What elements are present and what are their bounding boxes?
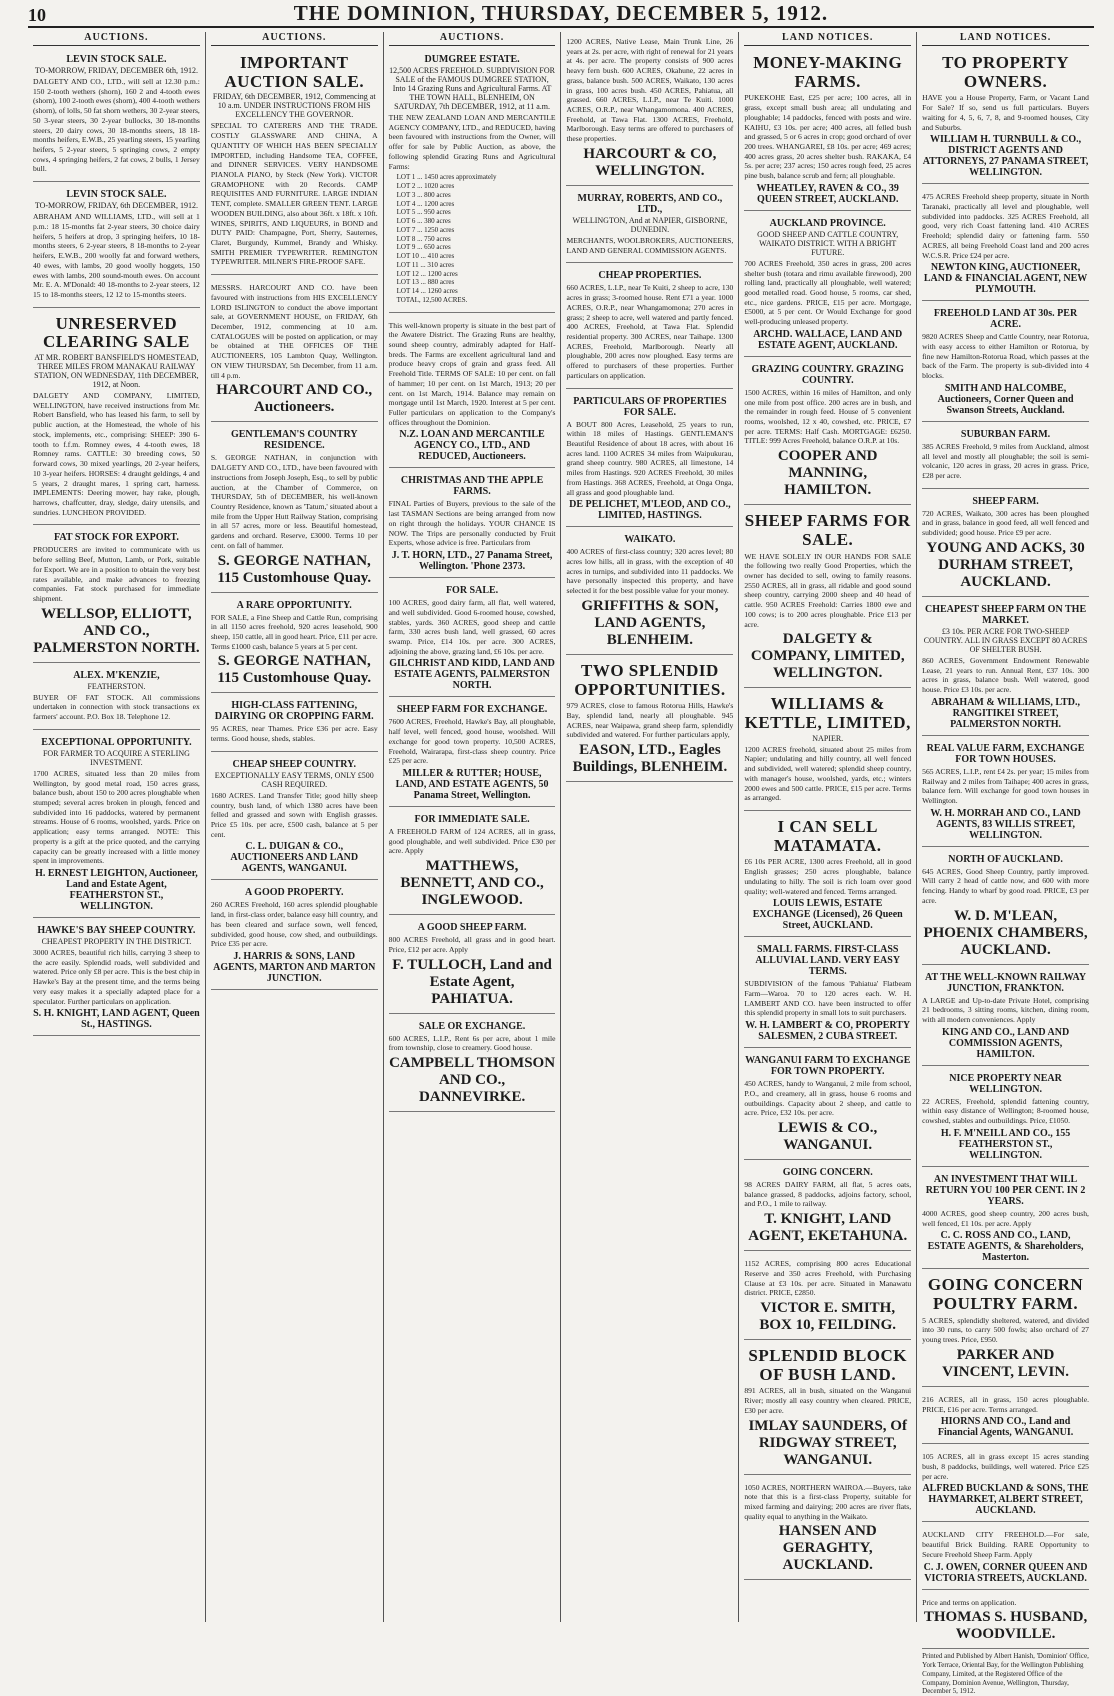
advertisement: [566, 658, 733, 782]
advertiser-signature: SMITH AND HALCOMBE, Auctioneers, Corner Queen and Swanson Streets, Auckland.: [937, 382, 1074, 416]
ad-body: 800 ACRES Freehold, all grass and in good heart. Price, £12 per acre. Apply: [388, 935, 556, 954]
ad-title: DUMGREE ESTATE.: [424, 54, 520, 65]
ad-body: 400 ACRES of first-class country; 320 acres level; 80 acres low hills, all in grass, with the exception of 40 acres in turnips, and subdivided into 11 paddocks. We have personally inspected this property, and have selected it for the best possible value for your money.: [566, 547, 734, 596]
advertisement: [389, 810, 556, 915]
column-5: [739, 32, 917, 1622]
ad-body: FINAL Parties of Buyers, previous to the sale of the last TASMAN Sections are being arranged from now on right through the holidays. YOUR CHANCE IS NOW. The Trips are personally conducted by Fruit Experts, whose advice is free. Particulars from: [388, 499, 556, 548]
advertiser-signature: NEWTON KING, AUCTIONEER, LAND & FINANCIAL AGENT, NEW PLYMOUTH.: [923, 262, 1088, 296]
advertiser-signature: CAMPBELL THOMSON AND CO., DANNEVIRKE.: [389, 1055, 556, 1105]
ad-body: 1200 ACRES, Native Lease, Main Trunk Line, 26 years at 2s. per acre, with right of renewal for 21 years at 4s. per acre. The property consists of 900 acres heavy fern bush. 600 ACRES, Okahune, 22 acres in grass, balance bush. 500 ACRES, Waikato, 130 acres in grass, 100 acres bush. 450 ACRES, Pahiatua, all grassed. 660 ACRES, L.I.P., near Te Kuiti. 1000 ACRES, O.R.P., near Whangamomona. 400 ACRES, Freehold, at Tawa Flat. 1300 ACRES, Freehold, Marlborough. Easy terms are offered to purchasers of these properties.: [566, 37, 734, 144]
ad-body: 1050 ACRES, NORTHERN WAIROA.—Buyers, take note that this is a first-class Property, suitable for mixed farming and dairying; 200 acres are river flats, quality equal to anything in the Waikato.: [744, 1482, 912, 1521]
advertiser-signature: ARCHD. WALLACE, LAND AND ESTATE AGENT, AUCKLAND.: [753, 328, 903, 351]
advertisement: [922, 50, 1089, 184]
advertiser-signature: WILLIAM H. TURNBULL & CO., DISTRICT AGENTS AND ATTORNEYS, 27 PANAMA STREET, WELLINGTON.: [922, 134, 1089, 179]
ad-title: SALE OR EXCHANGE.: [418, 1020, 526, 1032]
advertiser-signature: COOPER AND MANNING, HAMILTON.: [777, 448, 878, 499]
ad-body: PUKEKOHE East, £25 per acre; 100 acres, all in grass, except small bush area; all undulating and ploughable; 14 paddocks, fenced with posts and wire. KAIHU, £3 10s. per acre; 400 acres, all felled bush and grassed, 5 or 6 acres in crop; good orchard of over 200 trees. WHANGAREI, £8 10s. per acre; 469 acres; 400 acres grass, 20 acres shelter bush. RAKAKA, £4 5s. per acre; 237 acres; 150 acres rough feed, 25 acres pine bush, balance scrub and fern; all ploughable.: [744, 93, 912, 181]
ad-title: CHEAPEST SHEEP FARM ON THE MARKET.: [924, 603, 1087, 626]
ad-title: CHRISTMAS AND THE APPLE FARMS.: [400, 475, 544, 498]
ad-title: EXCEPTIONAL OPPORTUNITY.: [41, 736, 192, 748]
advertisement: [566, 266, 733, 388]
ad-body: 385 ACRES Freehold, 9 miles from Auckland, almost all level and mostly all ploughable; the soil is semi-volcanic, 120 acres in grass, 20 acres in grass. Price, £28 per acre.: [922, 441, 1089, 481]
advertisement: [744, 1163, 911, 1251]
ad-title: LEVIN STOCK SALE.: [66, 189, 167, 201]
ad-body: 645 ACRES, Good Sheep Country, partly improved. Will carry 2 head of cattle now, and 600 with more fencing. Handy to wharf by good road. PRICE, £3 per acre.: [922, 866, 1089, 905]
ad-title: A RARE OPPORTUNITY.: [236, 599, 352, 611]
advertisement: [744, 814, 911, 937]
ad-title: GENTLEMAN'S COUNTRY RESIDENCE.: [230, 429, 358, 452]
advertiser-signature: THOMAS S. HUSBAND, WOODVILLE.: [923, 1609, 1088, 1643]
ad-subtitle: £3 10s. PER ACRE FOR TWO-SHEEP COUNTRY. ALL IN GRASS EXCEPT 80 ACRES OF SHELTER BUSH.: [923, 626, 1088, 654]
column-1: [28, 32, 206, 1622]
ad-subtitle: GOOD SHEEP AND CATTLE COUNTRY, WAIKATO DISTRICT. WITH A BRIGHT FUTURE.: [757, 229, 899, 257]
advertiser-signature: ALFRED BUCKLAND & SONS, THE HAYMARKET, ALBERT STREET, AUCKLAND.: [922, 1483, 1089, 1517]
advertiser-signature: T. KNIGHT, LAND AGENT, EKETAHUNA.: [748, 1211, 908, 1245]
ad-title: SHEEP FARM FOR EXCHANGE.: [396, 704, 548, 716]
column-4: [561, 32, 739, 1622]
lot-item: LOT 7 ... 1250 acres: [396, 225, 455, 234]
advertisement: [744, 1343, 911, 1475]
advertiser-signature: S. H. KNIGHT, LAND AGENT, Queen St., HASTINGS.: [33, 1008, 200, 1031]
advertiser-signature: WELLSOP, ELLIOTT, AND CO., PALMERSTON NORTH.: [33, 605, 200, 656]
ad-title: TWO SPLENDID OPPORTUNITIES.: [574, 660, 726, 699]
publisher-imprint: Printed and Published by Albert Hanish, 'Dominion' Office, York Terrace, Oriental Bay, for the Wellington Publishing Company, Limited, at the Registered Office of the Company, Dominion Avenue, Wellington, Thursday, December 5, 1912.: [922, 1652, 1089, 1696]
advertisement: [744, 1478, 911, 1581]
ad-title: AT THE WELL-KNOWN RAILWAY JUNCTION, FRANKTON.: [925, 971, 1087, 994]
ad-title: HIGH-CLASS FATTENING, DAIRYING OR CROPPING FARM.: [214, 700, 374, 723]
advertisement: [744, 508, 911, 688]
ad-title: SPLENDID BLOCK OF BUSH LAND.: [748, 1346, 908, 1384]
advertisement: [922, 1272, 1089, 1387]
ad-title: GOING CONCERN.: [782, 1167, 873, 1178]
advertisement: [33, 921, 200, 1036]
ad-body: 1680 ACRES. Land Transfer Title; good hilly sheep country, bush land, of which 1380 acres have been felled and grassed and sown with English grasses. Price £5 10s. per acre, £500 cash, balance at 5 per cent.: [210, 790, 378, 839]
ad-title: MURRAY, ROBERTS, AND CO., LTD.,: [577, 192, 723, 215]
columns-container: [28, 32, 1094, 1696]
advertiser-signature: KING AND CO., LAND AND COMMISSION AGENTS, HAMILTON.: [941, 1026, 1070, 1060]
ad-body: 105 ACRES, all in grass except 15 acres standing bush, 8 paddocks, buildings, well watered. Price £25 per acre.: [922, 1452, 1089, 1481]
advertisement: [211, 425, 378, 592]
ad-title: LEVIN STOCK SALE.: [66, 54, 167, 65]
ad-body: PRODUCERS are invited to communicate with us before selling Beef, Mutton, Lamb, or Pork, suitable for Export. We are in a position to obtain the very best rates available, and make advances to freezing companies. Fat stock purchased for immediate shipment.: [33, 545, 200, 603]
ad-body: MERCHANTS, WOOLBROKERS, AUCTIONEERS, LAND AND GENERAL COMMISSION AGENTS.: [566, 235, 734, 255]
lot-item: LOT 9 ... 650 acres: [396, 243, 451, 252]
advertiser-signature: MATTHEWS, BENNETT, AND CO., INGLEWOOD.: [400, 858, 544, 909]
ad-body: 475 ACRES Freehold sheep property, situate in North Taranaki, practically all level and ploughable, well subdivided into paddocks. 325 ACRES Freehold, all good, very rich Coast fattening land. 410 ACRES Freehold; splendid dairy or fattening farm. 550 ACRES, all being Freehold Coast land and 200 acres W.C.S.R. Price £24 per acre.: [922, 192, 1089, 260]
ad-title: PARTICULARS OF PROPERTIES FOR SALE.: [573, 395, 727, 418]
ad-body: 720 ACRES, Waikato, 300 acres has been ploughed and in grass, balance in good feed, all well fenced and subdivided; good house. Price £9 per acre.: [922, 508, 1089, 538]
advertisement: [922, 1447, 1089, 1522]
advertisement: [744, 1051, 911, 1160]
ad-title: A GOOD PROPERTY.: [245, 887, 344, 899]
lot-item: LOT 2 ... 1020 acres: [396, 182, 455, 191]
advertisement: [922, 1593, 1089, 1650]
ad-title: UNRESERVED CLEARING SALE: [43, 313, 190, 352]
ad-body: 891 ACRES, all in bush, situated on the Wanganui River; mostly all easy country when cleared. PRICE, £30 per acre.: [744, 1386, 912, 1415]
ad-body: S. GEORGE NATHAN, in conjunction with DALGETY AND CO., LTD., have been favoured with instructions from Joseph Joseph, Esq., to sell by public auction, at the Chamber of Commerce, on THURSDAY, 5th of DECEMBER, his well-known Country Residence, known as 'Tatum,' situated about a mile from the Upper Hutt Railway Station, comprising in all 57 acres, more or less. Beautiful homestead, gardens and orchard. Reserve, £3000. Terms 10 per cent. on fall of hammer.: [210, 453, 378, 550]
advertiser-signature: ABRAHAM & WILLIAMS, LTD., RANGITIKEI STREET, PALMERSTON NORTH.: [931, 696, 1081, 730]
advertisement: [922, 1525, 1089, 1589]
advertiser-signature: J. T. HORN, LTD., 27 Panama Street, Wellington. 'Phone 2373.: [391, 550, 553, 573]
ad-body: SPECIAL TO CATERERS AND THE TRADE. COSTLY GLASSWARE AND CHINA, A QUANTITY OF WHICH HAS BEEN SPECIALLY IMPORTED, including Handsome TEA, COFFEE, and DINNER SERVICES. VERY HANDSOME PIANOLA PIANO, by Steck (New York). VICTOR GRAMOPHONE with 20 Records. CAMP REQUISITES AND FURNITURE. LARGE INDIAN TENT, complete. SMALLER GREEN TENT. LARGE WOODEN BUILDING, also about 36ft. x 18ft. x 10ft. WINES, SPIRITS, AND LIQUEURS, in BOND and DUTY PAID: Champagne, Port, Sherry, Sauternes, Claret, Burgundy, Kummel, Brandy and Whisky. SMITH PREMIER TYPEWRITER. REMINGTON TYPEWRITER. MILNER'S FIRE-PROOF SAFE.: [210, 121, 378, 267]
masthead: [28, 0, 1094, 28]
advertiser-signature: MILLER & RUTTER; HOUSE, LAND, AND ESTATE AGENTS, 50 Panama Street, Wellington.: [395, 767, 549, 801]
advertisement: [33, 666, 200, 730]
ad-title: A GOOD SHEEP FARM.: [417, 922, 527, 934]
ad-title: FREEHOLD LAND AT 30s. PER ACRE.: [933, 308, 1078, 331]
advertiser-signature: W. D. M'LEAN, PHOENIX CHAMBERS, AUCKLAND.: [923, 907, 1088, 958]
advertiser-signature: LEWIS & CO., WANGANUI.: [778, 1120, 878, 1153]
lot-item: LOT 13 ... 880 acres: [396, 278, 455, 287]
advertisement: [211, 50, 378, 275]
advertiser-signature: YOUNG AND ACKS, 30 DURHAM STREET, AUCKLAND.: [926, 539, 1085, 590]
ad-subtitle: CHEAPEST PROPERTY IN THE DISTRICT.: [41, 937, 192, 947]
column-heading: LAND NOTICES.: [922, 32, 1089, 46]
advertisement: [922, 1069, 1089, 1167]
ad-subtitle: WELLINGTON, And at NAPIER, GISBORNE, DUNEDIN.: [572, 215, 728, 234]
advertisement: [922, 600, 1089, 736]
advertisement: [922, 1170, 1089, 1269]
advertisement: [922, 968, 1089, 1066]
ad-subtitle: AT MR. ROBERT BANSFIELD'S HOMESTEAD, THREE MILES FROM MANAKAU RAILWAY STATION, ON WEDNESDAY, 11th DECEMBER, 1912, at Noon.: [34, 353, 199, 390]
advertisement: [744, 214, 911, 357]
advertisement: [211, 596, 378, 694]
lot-item: LOT 8 ... 750 acres: [396, 234, 451, 243]
ad-body: 1200 ACRES freehold, situated about 25 miles from Napier; undulating and hilly country, all well fenced and subdivided, well watered; splendid sheep country, with manager's house, woolshed, yards, etc.; winters 2000 ewes and 500 cattle. PRICE, £15 per acre. Terms as arranged.: [744, 744, 912, 803]
ad-title: SHEEP FARM.: [972, 495, 1039, 507]
advertisement: [566, 392, 733, 528]
advertisement: [389, 1017, 556, 1112]
advertiser-signature: EASON, LTD., Eagles Buildings, BLENHEIM.: [572, 742, 728, 776]
advertiser-signature: S. GEORGE NATHAN, 115 Customhouse Quay.: [217, 552, 372, 586]
advertisement: [744, 1254, 911, 1340]
advertisement: [211, 696, 378, 751]
ad-title: REAL VALUE FARM, EXCHANGE FOR TOWN HOUSES.: [926, 742, 1085, 765]
column-6: [917, 32, 1094, 1696]
advertisement: [389, 316, 556, 469]
advertiser-signature: W. H. LAMBERT & CO, PROPERTY SALESMEN, 2 CUBA STREET.: [745, 1020, 911, 1043]
advertisement: [211, 278, 378, 422]
advertiser-signature: C. J. OWEN, CORNER QUEEN AND VICTORIA STREETS, AUCKLAND.: [923, 1561, 1088, 1584]
advertisement: [389, 581, 556, 697]
advertiser-signature: N.Z. LOAN AND MERCANTILE AGENCY CO., LTD., AND REDUCED, Auctioneers.: [399, 429, 545, 463]
ad-body: 600 ACRES, L.I.P., Rent 6s per acre, about 1 mile from township, close to creamery. Good house.: [388, 1033, 556, 1053]
ad-title: CHEAP SHEEP COUNTRY.: [232, 758, 356, 770]
ad-body: FOR SALE, a Fine Sheep and Cattle Run, comprising in all 1150 acres freehold, 920 acres leasehold, 900 sheep, 150 cattle, all in good heart. Price, £11 per acre. Terms £1000 cash, balance 5 years at 5 per cent.: [210, 612, 378, 651]
lot-item: LOT 10 ... 410 acres: [396, 252, 455, 261]
column-heading: AUCTIONS.: [389, 32, 556, 46]
ad-body: A LARGE and Up-to-date Private Hotel, comprising 21 bedrooms, 3 sitting rooms, kitchen, dining room, with all modern conveniences. Apply: [922, 995, 1089, 1024]
ad-body: AUCKLAND CITY FREEHOLD.—For sale, beautiful Brick Building. RARE Opportunity to Secure Freehold Sheep Farm. Apply: [922, 1530, 1089, 1559]
lot-item: LOT 3 ... 800 acres: [396, 190, 451, 199]
advertiser-signature: IMLAY SAUNDERS, Of RIDGWAY STREET, WANGANUI.: [748, 1417, 907, 1468]
advertisement: [211, 883, 378, 990]
lot-item: TOTAL, 12,500 ACRES.: [396, 295, 468, 304]
advertisement: [922, 850, 1089, 965]
advertisement: [744, 360, 911, 505]
ad-title: ALEX. M'KENZIE,: [73, 669, 160, 681]
ad-title: SMALL FARMS. FIRST-CLASS ALLUVIAL LAND. VERY EASY TERMS.: [755, 944, 901, 978]
advertisement: [744, 50, 911, 211]
advertisement: [922, 492, 1089, 597]
ad-body: 565 ACRES, L.I.P., rent £4 2s. per year; 15 miles from Railway and 2 miles from Taihape; 400 acres in grass, balance fern. Will exchange for good town houses in Wellington.: [922, 766, 1089, 805]
ad-body: SUBDIVISION of the famous 'Pahiatua' Flatbeam Farm—Waroa. 70 to 120 acres each. W. H. LAMBERT AND CO. have been instructed to offer this splendid property in small lots to suit purchasers.: [744, 979, 912, 1018]
ad-body: 1700 ACRES, situated less than 20 miles from Wellington, by good metal road, 150 acres grass, balance bush, about 150 to 200 acres ploughable when stumped; several acres broken in plough, fenced and subdivided into 16 paddocks, watered by permanent streams. House of 6 rooms, woolshed, yards. Price on application; easy terms arranged. NOTE: This property is a gift at the price quoted, and the carrying capacity can be greatly increased with a little money spent in improvements.: [33, 768, 200, 866]
advertisement: [33, 185, 200, 307]
advertisement: [33, 528, 200, 662]
ad-title: TO PROPERTY OWNERS.: [942, 53, 1070, 91]
ad-body: 100 ACRES, good dairy farm, all flat, well watered, and well subdivided. Good 6-roomed house, cowshed, stables, yards. 360 ACRES, good sheep and cattle farm, 330 acres bush land, well grassed, 60 acres swamp. Price, £14 10s. per acre. 300 ACRES, adjoining the above, grazing land, £6 10s. per acre.: [388, 598, 556, 656]
ad-body: HAVE you a House Property, Farm, or Vacant Land For Sale? If so, send us full particulars. Buyers waiting for 4, 5, 6, 7, 8, and 9-roomed houses, City and Suburbs.: [922, 93, 1089, 132]
lot-item: LOT 4 ... 1200 acres: [396, 199, 455, 208]
advertisement: [211, 755, 378, 881]
page-number: 10: [28, 5, 46, 25]
advertiser-signature: HARCOURT AND CO., Auctioneers.: [216, 382, 373, 416]
advertiser-signature: F. TULLOCH, Land and Estate Agent, PAHIATUA.: [392, 956, 552, 1007]
ad-body: ABRAHAM AND WILLIAMS, LTD., will sell at 1 p.m.: 18 15-months fat 2-year steers, 30 choice dairy heifers, 5 heifers at drop, 3 springing heifers, 10 18-months steers, 6 2-year steers, 8 18-months to 2-year heifers, E.W.B., 200 woolly fat and forward wethers, 40 ewes, with lambs, 20 good woolly hoggets, 150 ewes with lambs, 200 sound-mouth ewes. On account Mr. E. A. M'Donald: 40 18-months to 2-year steers, 12 15 to 18-months steers, 12 12 to 15-months steers.: [33, 212, 200, 299]
advertisement: [566, 189, 733, 263]
ad-body: 98 ACRES DAIRY FARM, all flat, 5 acres oats, balance grassed, 8 paddocks, adjoins factory, school, and P.O., 1 mile to railway.: [744, 1180, 912, 1209]
ad-body: 4000 ACRES, good sheep country, 200 acres bush, well fenced, £1 10s. per acre. Apply: [922, 1208, 1089, 1228]
advertiser-signature: VICTOR E. SMITH, BOX 10, FEILDING.: [759, 1300, 897, 1334]
advertisement: [566, 32, 733, 186]
advertisement: [33, 50, 200, 182]
advertisement: [389, 918, 556, 1013]
column-heading: LAND NOTICES.: [744, 32, 911, 46]
ad-body: 3000 ACRES, beautiful rich hills, carrying 3 sheep to the acre easily. Splendid roads, well subdivided and watered. Price only £8 per acre. This is the best chip in Hawke's Bay at the present time, and the terms being very easy makes it a specially adapted place for a speculator. Further particulars on application.: [33, 948, 200, 1006]
ad-title: NORTH OF AUCKLAND.: [948, 853, 1063, 865]
ad-body: 860 ACRES, Government Endowment Renewable Lease, 21 years to run. Annual Rent, £37 10s. 300 acres in grass, balance bush. Well watered, good house. Price £3 10s. per acre.: [922, 655, 1089, 695]
lot-item: LOT 12 ... 1200 acres: [396, 269, 458, 278]
advertisement: [389, 471, 556, 578]
advertisement: [922, 739, 1089, 847]
ad-title: SHEEP FARMS FOR SALE.: [744, 511, 911, 549]
ad-body: WE HAVE SOLELY IN OUR HANDS FOR SALE the following two really Good Properties, which the owner has decided to sell, owing to family reasons. 2550 ACRES, all in grass, all ridable and good sound sheep country, carrying 2000 sheep and 40 head of cattle. 950 ACRES Freehold: Carries 1800 ewe and 100 cows; is to 200 acres ploughable. Price £13 per acre.: [744, 551, 912, 629]
ad-body: 1500 ACRES, within 16 miles of Hamilton, and only one mile from post office. 200 acres are in bush, and the remainder in rough feed. House of 5 convenient rooms, woolshed, 12 x 40, cowshed, etc. PRICE, £7 per acre. TERMS: Half Cash. MORTGAGE: £6250. TITLE: 999 Acres Freehold, balance O.R.P. at 10s.: [744, 387, 912, 446]
column-heading: AUCTIONS.: [211, 32, 378, 46]
advertisement: [744, 940, 911, 1048]
column-2: [206, 32, 384, 1622]
ad-title: WILLIAMS & KETTLE, LIMITED,: [744, 694, 911, 732]
ad-body: 22 ACRES, Freehold, splendid fattening country, within easy distance of Wellington; 8-roomed house, cowshed, stables and outbuildings. Price, £1050.: [922, 1096, 1089, 1126]
advertiser-signature: C. C. ROSS AND CO., LAND, ESTATE AGENTS, & Shareholders, Masterton.: [927, 1230, 1084, 1264]
ad-body: 95 ACRES, near Thames. Price £36 per acre. Easy terms. Good house, sheds, stables.: [210, 724, 378, 744]
paper-title: THE DOMINION, THURSDAY, DECEMBER 5, 1912.: [293, 1, 829, 25]
ad-body: 260 ACRES Freehold, 160 acres splendid ploughable land, in first-class order, balance easy hill country, and has been cleared and surface sown, well fenced, subdivided, good house, cow shed, and outbuildings. Price £35 per acre.: [210, 900, 378, 949]
advertiser-signature: DALGETY & COMPANY, LIMITED, WELLINGTON.: [750, 631, 905, 682]
ad-body: MESSRS. HARCOURT AND CO. have been favoured with instructions from HIS EXCELLENCY LORD ISLINGTON to conduct the above important sale, at GOVERNMENT HOUSE, on FRIDAY, 6th December, 1912, commencing at 10 a.m. CATALOGUES will be posted on application, or may be obtained at THE OFFICES OF THE AUCTIONEERS, 105 Lambton Quay, Wellington. ON VIEW THURSDAY, 5th December, from 11 a.m. till 4 p.m.: [210, 283, 378, 380]
advertiser-signature: S. GEORGE NATHAN, 115 Customhouse Quay.: [217, 653, 372, 687]
lot-list: [397, 173, 556, 304]
ad-title: FOR IMMEDIATE SALE.: [414, 813, 530, 825]
ad-title: WAIKATO.: [624, 534, 676, 546]
ad-subtitle: FOR FARMER TO ACQUIRE A STERLING INVESTMENT.: [42, 748, 190, 767]
advertiser-signature: WHEATLEY, RAVEN & CO., 39 QUEEN STREET, AUCKLAND.: [756, 182, 899, 205]
advertiser-signature: HIORNS AND CO., Land and Financial Agents, WANGANUI.: [937, 1416, 1074, 1439]
advertisement: [744, 691, 911, 811]
advertisement: [566, 530, 733, 655]
ad-body: 450 ACRES, handy to Wanganui, 2 mile from school, P.O., and creamery, all in grass, house 6 rooms and outbuildings. Capacity about 2 sheep, and cattle to acre. Price, £32 10s. per acre.: [744, 1079, 912, 1118]
ad-body: DALGETY AND COMPANY, LIMITED, WELLINGTON, have received instructions from Mr. Robert Bansfield, who has leased his farm, to sell by public auction, at the Homestead, the whole of his stock, implements, etc., comprising: SHEEP: 390 6-tooth to f.f.m. Romney ewes, 4 4-tooth ewes, 18 Romney rams. CATTLE: 30 breeding cows, 50 forward cows, 30 mixed yearlings, 20 2-year heifers, 10 3-year heifers. HORSES: 4 draught geldings, 4 and 5 years, 2 draught mares, 1 spring cart, harness. IMPLEMENTS: Deering mower, hay rake, plough, harrows, chaffcutter, dray, sledge, dairy utensils, and sundries. LUNCHEON PROVIDED.: [33, 391, 200, 517]
ad-subtitle: EXCEPTIONALLY EASY TERMS, ONLY £500 CASH REQUIRED.: [214, 770, 374, 789]
lot-item: LOT 14 ... 1260 acres: [396, 287, 458, 296]
advertisement: [922, 1390, 1089, 1444]
lot-item: LOT 6 ... 380 acres: [396, 217, 451, 226]
ad-title: AUCKLAND PROVINCE.: [769, 217, 886, 229]
ad-body: BUYER OF FAT STOCK. All commissions undertaken in connection with stock transactions ex farmers' account. P.O. Box 18. Telephone 12.: [33, 692, 200, 722]
ad-title: GRAZING COUNTRY. GRAZING COUNTRY.: [751, 363, 904, 386]
advertiser-signature: H. ERNEST LEIGHTON, Auctioneer, Land and Estate Agent, FEATHERSTON ST., WELLINGTON.: [35, 868, 198, 913]
ad-title: I CAN SELL MATAMATA.: [773, 817, 882, 855]
ad-body: Price and terms on application.: [922, 1597, 1017, 1607]
advertiser-signature: LOUIS LEWIS, ESTATE EXCHANGE (Licensed), 26 Queen Street, AUCKLAND.: [752, 898, 903, 932]
ad-body: 9820 ACRES Sheep and Cattle Country, near Rotorua, with easy access to either Hamilton or Rotorua, by fine new Hamilton-Rotorua Road, which passes at the back of the Farm. The property is sub-divided into 4 blocks.: [922, 332, 1089, 381]
advertisement: [922, 304, 1089, 422]
ad-title: AN INVESTMENT THAT WILL RETURN YOU 100 PER CENT. IN 2 YEARS.: [925, 1173, 1086, 1207]
lot-item: LOT 1 ... 1450 acres approximately: [396, 173, 497, 182]
ad-title: GOING CONCERN POULTRY FARM.: [927, 1275, 1084, 1313]
advertiser-signature: J. HARRIS & SONS, LAND AGENTS, MARTON AND MARTON JUNCTION.: [213, 951, 376, 985]
advertisement: [922, 425, 1089, 489]
advertiser-signature: H. F. M'NEILL AND CO., 155 FEATHERSTON ST., WELLINGTON.: [940, 1127, 1071, 1161]
advertisement: [389, 700, 556, 807]
ad-body: 7600 ACRES, Freehold, Hawke's Bay, all ploughable, half level, well fenced, good house, woolshed. Will exchange for good town property. 10,500 ACRES, Freehold, Wairarapa, first-class sheep country. Price £25 per acre.: [388, 717, 556, 766]
ad-body: A BOUT 800 Acres, Leasehold, 25 years to run, within 18 miles of Hastings. GENTLEMAN'S Beautiful Residence of about 18 acres, with about 16 acres land. 1100 ACRES 34 miles from Waipukurau, grand sheep country. 980 ACRES, all limestone, 14 miles from Hastings. 920 ACRES Freehold, 30 miles from Hastings. 368 ACRES, Freehold, at Onga Onga, all grass and good ploughable land.: [566, 419, 734, 497]
ad-title: FOR SALE.: [445, 585, 499, 597]
lot-item: LOT 11 ... 310 acres: [396, 260, 455, 269]
ad-title: MONEY-MAKING FARMS.: [753, 53, 903, 91]
advertiser-signature: PARKER AND VINCENT, LEVIN.: [942, 1346, 1069, 1380]
advertiser-signature: C. L. DUIGAN & CO., AUCTIONEERS AND LAND AGENTS, WANGANUI.: [230, 841, 359, 875]
ad-title: IMPORTANT AUCTION SALE.: [224, 53, 365, 91]
ad-title: NICE PROPERTY NEAR WELLINGTON.: [949, 1072, 1062, 1095]
lot-item: LOT 5 ... 950 acres: [396, 208, 451, 217]
advertiser-signature: DE PELICHET, M'LEOD, AND CO., LIMITED, HASTINGS.: [569, 499, 731, 522]
ad-subtitle: FEATHERSTON.: [87, 681, 146, 691]
advertisement: [33, 311, 200, 526]
ad-body: £6 10s PER ACRE, 1300 acres Freehold, all in good English grasses; 250 acres ploughable, balance undulating to hilly. The soil is rich loam over good quality; well-watered and fenced. Terms arranged.: [744, 857, 912, 896]
ad-subtitle: TO-MORROW, FRIDAY, DECEMBER 6th, 1912.: [34, 66, 198, 75]
ad-body: This well-known property is situate in the best part of the Awatere District. The Grazing Runs are healthy, sound sheep country, admirably adapted for Half-breds. The Farms are excellent agricultural land and produce heavy crops of grain and grass feed. All Freehold Title. TERMS OF SALE: 10 per cent. on fall of hammer; 10 per cent. on 1st March, 1913; 20 per cent. on 1st March, 1914. Balance may remain on mortgage until 1st March, 1920. Interest at 5 per cent. Fuller particulars on application to the Company's offices throughout the Dominion.: [388, 320, 556, 427]
ad-subtitle: TO-MORROW, FRIDAY, 6th DECEMBER, 1912.: [34, 201, 198, 211]
advertisement: [389, 50, 556, 313]
ad-body: 979 ACRES, close to famous Rotorua Hills, Hawke's Bay, splendid land, nearly all ploughable. 945 ACRES, near Waipawa, grand sheep farm, splendidly subdivided and watered. For further particulars apply,: [566, 701, 734, 740]
ad-body: 660 ACRES, L.I.P., near Te Kuiti, 2 sheep to acre, 130 acres in grass; 3-roomed house. Rent £71 a year. 1000 ACRES, O.R.P., near Whangamomona; 270 acres in grass; 2 sheep to acre, well watered and partly fenced. 400 ACRES, Freehold, at Tawa Flat. Splendid residential property. 300 ACRES, near Taihape. 1300 ACRES, Freehold, Marlborough. Nearly all ploughable, 200 acres now ploughed. Easy terms are offered to purchasers of these properties. Further particulars on application.: [566, 283, 734, 380]
advertisement: [922, 187, 1089, 301]
column-heading: AUCTIONS.: [33, 32, 200, 46]
ad-body: DALGETY AND CO., LTD., will sell at 12.30 p.m.: 150 2-tooth wethers (shorn), 160 2 and 4-tooth ewes (shorn), 100 2-tooth ewes (shorn), 400 4-tooth wethers (shorn), of lolls, 50 fat shorn wethers, 30 2-year steers, 50 3-year steers, 30 2-year bullocks, 30 18-months steers, 20 dairy cows, 30 18-months steers, 18 18-months heifers, E.W.B., 25 yearling steers, 15 yearling heifers, 5 2-year steers, 5 springing cows, 2 empty cows, 4 springing heifers, 2 fat cows, 2 bulls, 1 Jersey bull.: [33, 77, 200, 174]
ad-subtitle: NAPIER.: [812, 733, 844, 743]
ad-body: 700 ACRES Freehold, 350 acres in grass, 200 acres shelter bush (totara and rimu available firewood), 200 rolling land, practically all ploughable, well watered; good metalled road. Good house, 5 rooms, car shed, etc., nice gardens. PRICE, £15 per acre. Mortgage, £5000, at 5 per cent. Or Would Exchange for good well-producing unleased property.: [744, 258, 912, 327]
advertiser-signature: GRIFFITHS & SON, LAND AGENTS, BLENHEIM.: [581, 597, 719, 648]
advertiser-signature: HANSEN AND GERAGHTY, AUCKLAND.: [778, 1523, 877, 1574]
ad-subtitle: FRIDAY, 6th DECEMBER, 1912, Commencing at 10 a.m. UNDER INSTRUCTIONS FROM HIS EXCELLENCY THE GOVERNOR.: [212, 92, 376, 120]
ad-body: 216 ACRES, all in grass, 150 acres ploughable. PRICE, £16 per acre. Terms arranged.: [922, 1394, 1089, 1414]
ad-title: SUBURBAN FARM.: [960, 428, 1051, 440]
ad-title: WANGANUI FARM TO EXCHANGE FOR TOWN PROPERTY.: [745, 1055, 911, 1078]
advertiser-signature: W. H. MORRAH AND CO., LAND AGENTS, 83 WILLIS STREET, WELLINGTON.: [930, 807, 1081, 841]
advertisement: [33, 733, 200, 918]
ad-body: 5 ACRES, splendidly sheltered, watered, and divided into 30 runs, to carry 500 fowls; also orchard of 27 young trees. Price, £950.: [922, 1315, 1089, 1345]
ad-title: FAT STOCK FOR EXPORT.: [53, 532, 179, 544]
ad-body: 1152 ACRES, comprising 800 acres Educational Reserve and 350 acres Freehold, with Purchasing Clause at £3 10s. per acre. Situated in Manawatu district. PRICE, £2850.: [744, 1259, 912, 1298]
ad-body: THE NEW ZEALAND LOAN AND MERCANTILE AGENCY COMPANY, LTD., and REDUCED, having been favoured with instructions from the Owner, will offer for sale by Public Auction, as above, the following splendid Grazing Runs and Agricultural Farms:: [388, 113, 556, 171]
advertiser-signature: HARCOURT & CO, WELLINGTON.: [583, 145, 717, 179]
ad-body: A FREEHOLD FARM of 124 ACRES, all in grass, good ploughable, and well subdivided. Price £30 per acre. Apply: [388, 826, 556, 856]
ad-title: HAWKE'S BAY SHEEP COUNTRY.: [37, 925, 196, 937]
ad-subtitle: 12,500 ACRES FREEHOLD. SUBDIVISION FOR SALE of the FAMOUS DUMGREE STATION, Into 14 Grazing Runs and Agricultural Farms. AT THE TOWN HALL, BLENHEIM, ON SATURDAY, 7th DECEMBER, 1912, at 11 a.m.: [389, 66, 555, 111]
advertiser-signature: GILCHRIST AND KIDD, LAND AND ESTATE AGENTS, PALMERSTON NORTH.: [389, 658, 555, 692]
ad-title: CHEAP PROPERTIES.: [598, 270, 702, 282]
column-3: [384, 32, 562, 1622]
